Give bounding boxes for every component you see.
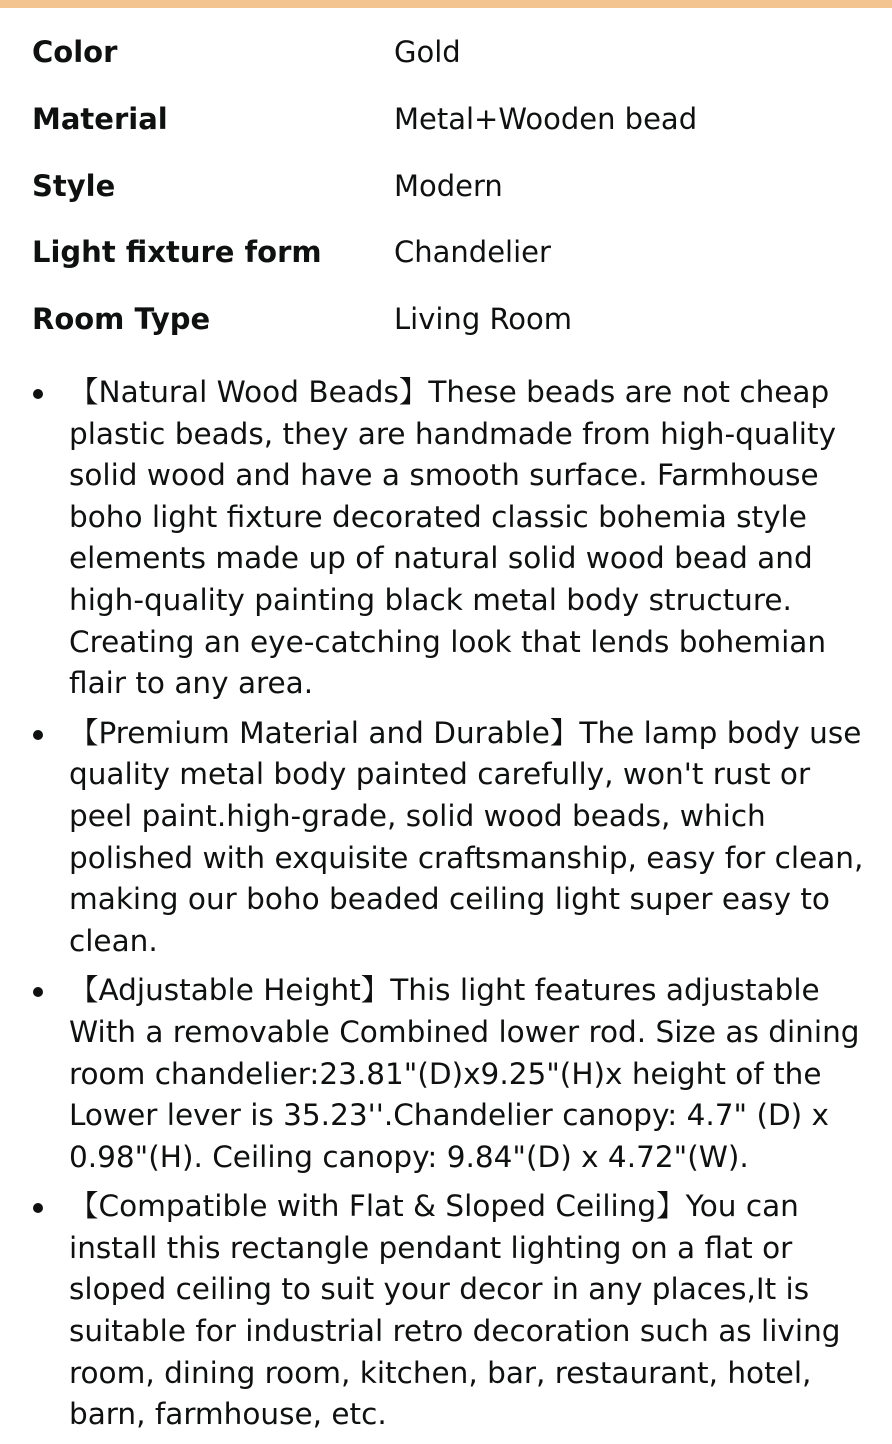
bullet-text: 【Natural Wood Beads】These beads are not cheap plastic beads, they are handmade from high-quality solid wood and have a smooth surface. Farmhouse boho light fixture decorated classic bohemia style elements made up of natural solid wood bead and high-quality painting black metal body structure. Creating an eye-catching look that lends bohemian flair to any area. [69,375,837,701]
feature-bullet-list [0,372,892,1444]
bullet-dot-icon [33,730,43,740]
bullet-text: 【Adjustable Height】This light features adjustable With a removable Combined lower rod. Size as dining room chandelier:23.81"(D)x9.25"(H)x height of the Lower lever is 35.23''.Chandelier canopy: 4.7" (D) x 0.98"(H). Ceiling canopy: 9.84"(D) x 4.72"(W). [69,973,860,1174]
spec-value: Gold [394,35,461,69]
spec-label: Style [32,168,116,203]
feature-bullet-adjustable-height [0,970,892,1178]
spec-label: Material [32,101,168,136]
spec-value: Chandelier [394,235,551,270]
feature-bullet-compatible-ceiling [0,1186,892,1436]
product-specs-table [32,28,862,362]
spec-value: Living Room [394,302,573,337]
feature-bullet-premium-material [0,713,892,963]
spec-row-room-type [32,295,862,362]
spec-label: Room Type [32,302,211,337]
bullet-dot-icon [33,1203,43,1213]
spec-value: Metal+Wooden bead [394,101,698,136]
spec-row-material [32,95,862,162]
spec-label: Color [32,35,118,69]
bullet-dot-icon [33,987,43,997]
bullet-text: 【Compatible with Flat & Sloped Ceiling】You can install this rectangle pendant lighting on a flat or sloped ceiling to suit your decor in any places,It is suitable for industrial retro decoration such as living room, dining room, kitchen, bar, restaurant, hotel, barn, farmhouse, etc. [69,1189,841,1432]
bullet-text: 【Premium Material and Durable】The lamp body use quality metal body painted carefully, won't rust or peel paint.high-grade, solid wood beads, which polished with exquisite craftsmanship, easy for clean, making our boho beaded ceiling light super easy to clean. [69,715,864,958]
spec-row-style [32,162,862,229]
top-accent-bar [0,0,892,8]
feature-bullet-natural-wood-beads [0,372,892,705]
spec-label: Light fixture form [32,235,322,270]
spec-row-light-fixture-form [32,228,862,295]
spec-value: Modern [394,168,503,203]
bullet-dot-icon [33,389,43,399]
spec-row-color [32,28,862,95]
